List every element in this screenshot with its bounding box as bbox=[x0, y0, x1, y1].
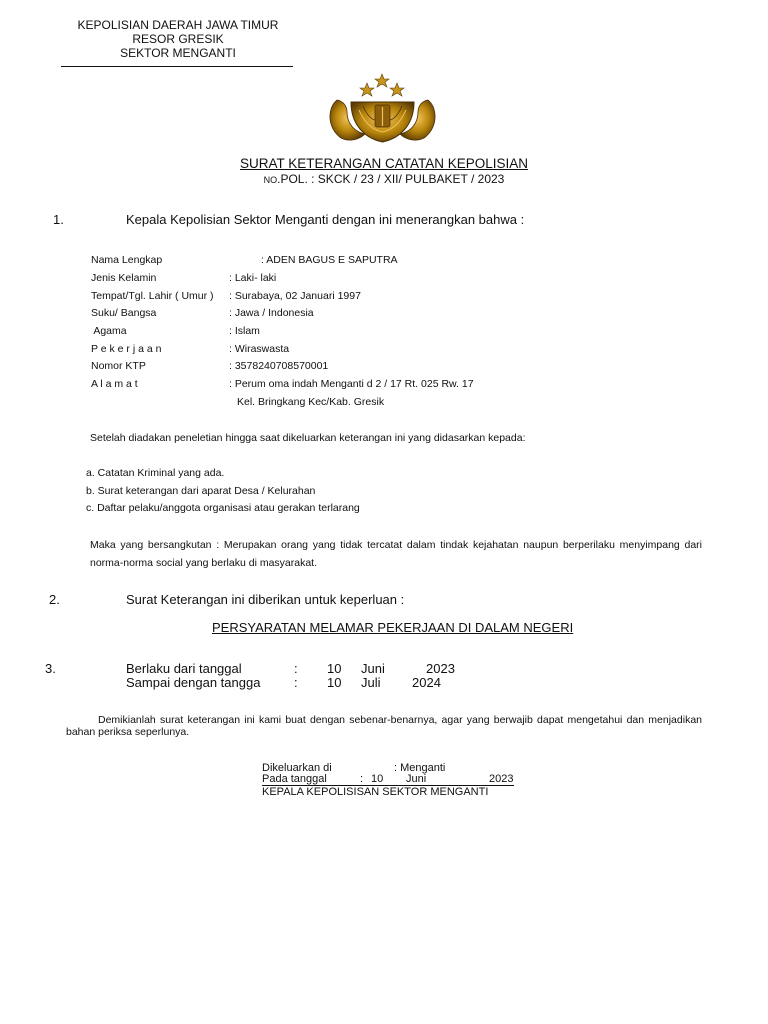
issue-date-day: 10 bbox=[371, 773, 384, 785]
signatory-office: KEPALA KEPOLISISAN SEKTOR MENGANTI bbox=[262, 786, 489, 798]
valid-to-day: 10 bbox=[327, 675, 342, 690]
valid-from-colon: : bbox=[294, 661, 298, 676]
valid-from-day: 10 bbox=[327, 661, 342, 676]
valid-to-label: Sampai dengan tangga bbox=[126, 675, 261, 690]
basis-item: a. Catatan Kriminal yang ada. bbox=[86, 467, 225, 479]
letterhead-line-3: SEKTOR MENGANTI bbox=[120, 46, 236, 60]
field-label: Nomor KTP bbox=[91, 360, 146, 372]
issue-date-label: Pada tanggal bbox=[262, 773, 327, 785]
letterhead-line-1: KEPOLISIAN DAERAH JAWA TIMUR bbox=[77, 18, 279, 32]
field-value: : ADEN BAGUS E SAPUTRA bbox=[261, 254, 398, 266]
field-value: : Jawa / Indonesia bbox=[229, 307, 314, 319]
field-value: : Wiraswasta bbox=[229, 343, 290, 355]
issue-date-month: Juni bbox=[406, 773, 427, 785]
valid-to-colon: : bbox=[294, 675, 298, 690]
issued-at-value: : Menganti bbox=[394, 762, 446, 774]
field-label: Agama bbox=[91, 325, 127, 337]
field-value: : 3578240708570001 bbox=[229, 360, 329, 372]
document-number bbox=[0, 172, 768, 186]
field-label: A l a m a t bbox=[91, 378, 138, 390]
number-text: .POL. : SKCK / 23 / XII/ PULBAKET / 2023 bbox=[277, 172, 505, 186]
letterhead bbox=[60, 18, 296, 60]
field-label: Nama Lengkap bbox=[91, 254, 163, 266]
valid-from-label: Berlaku dari tanggal bbox=[126, 661, 242, 676]
section-1-intro: Kepala Kepolisian Sektor Menganti dengan ini menerangkan bahwa : bbox=[126, 212, 525, 227]
issued-at-label: Dikeluarkan di bbox=[262, 762, 332, 774]
valid-to-month: Juli bbox=[361, 675, 381, 690]
field-value: : Islam bbox=[229, 325, 260, 337]
section-3-number: 3. bbox=[45, 661, 56, 676]
address-line-2: Kel. Bringkang Kec/Kab. Gresik bbox=[237, 396, 385, 408]
purpose-text: PERSYARATAN MELAMAR PEKERJAAN DI DALAM NEGERI bbox=[212, 620, 574, 635]
valid-from-month: Juni bbox=[361, 661, 385, 676]
section-1-number: 1. bbox=[53, 212, 64, 227]
field-value: : Laki- laki bbox=[229, 272, 277, 284]
field-label: Jenis Kelamin bbox=[91, 272, 157, 284]
section-2-number: 2. bbox=[49, 592, 60, 607]
issue-date-colon: : bbox=[360, 773, 364, 785]
police-emblem-icon bbox=[325, 72, 440, 144]
issue-date-year: 2023 bbox=[489, 773, 514, 785]
basis-item: c. Daftar pelaku/anggota organisasi atau gerakan terlarang bbox=[86, 502, 360, 514]
conclusion-paragraph: Maka yang bersangkutan : Merupakan orang yang tidak tercatat dalam tindak kejahatan naupun berperilaku menyimpang dari norma-norma social yang berlaku di masyarakat. bbox=[90, 539, 702, 569]
field-value: : Surabaya, 02 Januari 1997 bbox=[229, 290, 361, 302]
letterhead-line-2: RESOR GRESIK bbox=[132, 32, 224, 46]
basis-intro: Setelah diadakan peneletian hingga saat dikeluarkan keterangan ini yang didasarkan kepada: bbox=[90, 432, 526, 444]
section-2-text: Surat Keterangan ini diberikan untuk keperluan : bbox=[126, 592, 405, 607]
issue-date-row bbox=[262, 773, 514, 786]
document-title: SURAT KETERANGAN CATATAN KEPOLISIAN bbox=[239, 156, 529, 171]
field-value: : Perum oma indah Menganti d 2 / 17 Rt. 025 Rw. 17 bbox=[229, 378, 474, 390]
basis-item: b. Surat keterangan dari aparat Desa / Kelurahan bbox=[86, 485, 316, 497]
field-label: Tempat/Tgl. Lahir ( Umur ) bbox=[91, 290, 214, 302]
number-prefix: NO bbox=[263, 175, 278, 185]
closing-paragraph: Demikianlah surat keterangan ini kami buat dengan sebenar-benarnya, agar yang berwajib dapat mengetahui dan menjadikan bahan periksa seperlunya. bbox=[66, 714, 702, 738]
valid-to-year: 2024 bbox=[412, 675, 441, 690]
valid-from-year: 2023 bbox=[426, 661, 455, 676]
field-label: P e k e r j a a n bbox=[91, 343, 162, 355]
letterhead-divider bbox=[61, 66, 293, 67]
field-label: Suku/ Bangsa bbox=[91, 307, 157, 319]
